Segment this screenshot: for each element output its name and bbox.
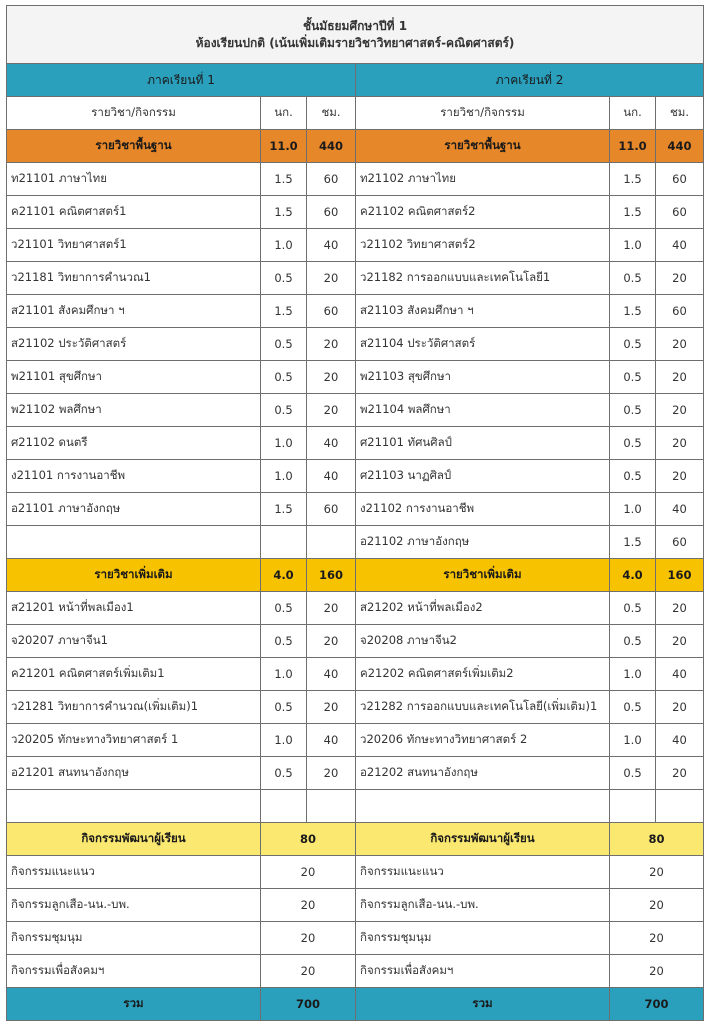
hours-value: 20 [656, 460, 704, 493]
subject-name: อ21101 ภาษาอังกฤษ [7, 493, 261, 526]
credits-value: 0.5 [610, 427, 656, 460]
credits-value: 0.5 [610, 328, 656, 361]
table-row [7, 757, 704, 790]
activity-hours: 20 [261, 856, 356, 889]
subject-name: ศ21101 ทัศนศิลป์ [356, 427, 610, 460]
credits-value: 0.5 [261, 328, 307, 361]
credits-value [610, 790, 656, 823]
credits-value [261, 526, 307, 559]
activity-name: กิจกรรมเพื่อสังคมฯ [7, 955, 261, 988]
subject-name: ค21202 คณิตศาสตร์เพิ่มเติม2 [356, 658, 610, 691]
credits-value: 1.5 [610, 163, 656, 196]
hours-value: 40 [307, 427, 356, 460]
credits-value: 0.5 [261, 691, 307, 724]
additional-hours-2: 160 [656, 559, 704, 592]
credits-value: 1.0 [610, 229, 656, 262]
subject-name: ง21101 การงานอาชีพ [7, 460, 261, 493]
subject-name: ว21182 การออกแบบและเทคโนโลยี1 [356, 262, 610, 295]
hours-value: 60 [656, 295, 704, 328]
core-credits-2: 11.0 [610, 130, 656, 163]
hours-value: 40 [307, 724, 356, 757]
additional-label-2: รายวิชาเพิ่มเติม [356, 559, 610, 592]
table-row [7, 262, 704, 295]
activity-hours: 20 [610, 955, 704, 988]
hours-value: 20 [307, 328, 356, 361]
table-row [7, 295, 704, 328]
hours-value: 40 [656, 493, 704, 526]
credits-value: 1.5 [610, 526, 656, 559]
subject-name: ว21282 การออกแบบและเทคโนโลยี(เพิ่มเติม)1 [356, 691, 610, 724]
total-hours-1: 700 [261, 988, 356, 1021]
credits-value: 0.5 [610, 625, 656, 658]
subject-name: ส21104 ประวัติศาสตร์ [356, 328, 610, 361]
col-credits-1: นก. [261, 97, 307, 130]
credits-value: 1.0 [610, 658, 656, 691]
col-subject-1: รายวิชา/กิจกรรม [7, 97, 261, 130]
credits-value: 0.5 [261, 262, 307, 295]
subject-name: ง21102 การงานอาชีพ [356, 493, 610, 526]
subject-name: ว21181 วิทยาการคำนวณ1 [7, 262, 261, 295]
activities-hours-2: 80 [610, 823, 704, 856]
activity-hours: 20 [261, 922, 356, 955]
hours-value: 20 [307, 592, 356, 625]
subject-name: พ21104 พลศึกษา [356, 394, 610, 427]
table-row [7, 955, 704, 988]
title-line-1: ชั้นมัธยมศึกษาปีที่ 1 [302, 18, 408, 33]
table-row [7, 625, 704, 658]
subject-name: ท21102 ภาษาไทย [356, 163, 610, 196]
hours-value: 20 [307, 625, 356, 658]
hours-value: 20 [307, 262, 356, 295]
table-title [7, 6, 704, 64]
additional-credits-1: 4.0 [261, 559, 307, 592]
subject-name: ส21102 ประวัติศาสตร์ [7, 328, 261, 361]
credits-value: 1.0 [261, 658, 307, 691]
credits-value: 0.5 [261, 625, 307, 658]
credits-value: 1.5 [261, 163, 307, 196]
activity-name: กิจกรรมลูกเสือ-นน.-บพ. [356, 889, 610, 922]
table-row [7, 658, 704, 691]
hours-value: 20 [656, 691, 704, 724]
credits-value: 1.0 [261, 460, 307, 493]
credits-value: 0.5 [610, 757, 656, 790]
credits-value: 0.5 [610, 361, 656, 394]
curriculum-table [6, 5, 704, 1021]
subject-name: ส21103 สังคมศึกษา ฯ [356, 295, 610, 328]
core-label-2: รายวิชาพื้นฐาน [356, 130, 610, 163]
col-hours-2: ชม. [656, 97, 704, 130]
subject-name [356, 790, 610, 823]
table-row [7, 361, 704, 394]
credits-value: 1.0 [610, 493, 656, 526]
core-hours-2: 440 [656, 130, 704, 163]
activity-name: กิจกรรมลูกเสือ-นน.-บพ. [7, 889, 261, 922]
subject-name: ส21202 หน้าที่พลเมือง2 [356, 592, 610, 625]
credits-value: 1.0 [610, 724, 656, 757]
additional-subjects-header [7, 559, 704, 592]
subject-name: พ21101 สุขศึกษา [7, 361, 261, 394]
col-hours-1: ชม. [307, 97, 356, 130]
table-row [7, 922, 704, 955]
core-hours-1: 440 [307, 130, 356, 163]
hours-value: 60 [307, 196, 356, 229]
subject-name [7, 790, 261, 823]
subject-name: ว21281 วิทยาการคำนวณ(เพิ่มเติม)1 [7, 691, 261, 724]
subject-name: จ20208 ภาษาจีน2 [356, 625, 610, 658]
credits-value: 1.0 [261, 229, 307, 262]
hours-value: 60 [307, 163, 356, 196]
hours-value: 20 [656, 625, 704, 658]
table-row [7, 460, 704, 493]
credits-value: 0.5 [261, 757, 307, 790]
table-row [7, 229, 704, 262]
credits-value: 0.5 [610, 592, 656, 625]
subject-name: ส21201 หน้าที่พลเมือง1 [7, 592, 261, 625]
hours-value [307, 790, 356, 823]
credits-value: 0.5 [610, 691, 656, 724]
subject-name: ค21101 คณิตศาสตร์1 [7, 196, 261, 229]
table-row [7, 790, 704, 823]
table-row [7, 691, 704, 724]
credits-value: 0.5 [261, 394, 307, 427]
activities-label-1: กิจกรรมพัฒนาผู้เรียน [7, 823, 261, 856]
hours-value: 20 [656, 328, 704, 361]
table-row [7, 592, 704, 625]
subject-name [7, 526, 261, 559]
hours-value: 20 [307, 394, 356, 427]
activities-label-2: กิจกรรมพัฒนาผู้เรียน [356, 823, 610, 856]
subject-name: ค21102 คณิตศาสตร์2 [356, 196, 610, 229]
credits-value: 1.5 [261, 493, 307, 526]
table-row [7, 493, 704, 526]
hours-value: 40 [307, 658, 356, 691]
table-row [7, 394, 704, 427]
credits-value: 1.0 [261, 724, 307, 757]
hours-value: 20 [307, 691, 356, 724]
subject-name: อ21202 สนทนาอังกฤษ [356, 757, 610, 790]
additional-credits-2: 4.0 [610, 559, 656, 592]
total-row [7, 988, 704, 1021]
title-line-2: ห้องเรียนปกติ (เน้นเพิ่มเติมรายวิชาวิทยาศาสตร์-คณิตศาสตร์) [195, 35, 515, 50]
subject-name: ว20205 ทักษะทางวิทยาศาสตร์ 1 [7, 724, 261, 757]
activities-hours-1: 80 [261, 823, 356, 856]
hours-value: 20 [656, 592, 704, 625]
hours-value [656, 790, 704, 823]
hours-value: 20 [656, 757, 704, 790]
core-subjects-header [7, 130, 704, 163]
activity-hours: 20 [610, 889, 704, 922]
hours-value: 60 [656, 163, 704, 196]
credits-value: 0.5 [610, 262, 656, 295]
hours-value: 20 [656, 394, 704, 427]
activities-header [7, 823, 704, 856]
hours-value: 60 [307, 295, 356, 328]
subject-name: ค21201 คณิตศาสตร์เพิ่มเติม1 [7, 658, 261, 691]
activity-hours: 20 [261, 889, 356, 922]
table-row [7, 196, 704, 229]
subject-name: พ21102 พลศึกษา [7, 394, 261, 427]
hours-value: 20 [307, 757, 356, 790]
hours-value: 40 [656, 658, 704, 691]
hours-value: 20 [656, 361, 704, 394]
activity-hours: 20 [261, 955, 356, 988]
activity-hours: 20 [610, 856, 704, 889]
activity-name: กิจกรรมชุมนุม [7, 922, 261, 955]
table-row [7, 889, 704, 922]
credits-value: 0.5 [610, 394, 656, 427]
total-hours-2: 700 [610, 988, 704, 1021]
credits-value: 1.0 [261, 427, 307, 460]
subject-name: จ20207 ภาษาจีน1 [7, 625, 261, 658]
core-credits-1: 11.0 [261, 130, 307, 163]
credits-value: 0.5 [261, 592, 307, 625]
subject-name: ว21101 วิทยาศาสตร์1 [7, 229, 261, 262]
subject-name: ศ21102 ดนตรี [7, 427, 261, 460]
subject-name: ศ21103 นาฏศิลป์ [356, 460, 610, 493]
activity-name: กิจกรรมแนะแนว [7, 856, 261, 889]
hours-value [307, 526, 356, 559]
col-subject-2: รายวิชา/กิจกรรม [356, 97, 610, 130]
subject-name: พ21103 สุขศึกษา [356, 361, 610, 394]
credits-value: 1.5 [261, 196, 307, 229]
hours-value: 20 [656, 262, 704, 295]
subject-name: อ21102 ภาษาอังกฤษ [356, 526, 610, 559]
hours-value: 40 [656, 229, 704, 262]
table-row [7, 328, 704, 361]
activity-name: กิจกรรมเพื่อสังคมฯ [356, 955, 610, 988]
table-row [7, 163, 704, 196]
core-label-1: รายวิชาพื้นฐาน [7, 130, 261, 163]
table-row [7, 526, 704, 559]
table-row [7, 724, 704, 757]
activity-name: กิจกรรมแนะแนว [356, 856, 610, 889]
additional-label-1: รายวิชาเพิ่มเติม [7, 559, 261, 592]
total-label-1: รวม [7, 988, 261, 1021]
subject-name: ว21102 วิทยาศาสตร์2 [356, 229, 610, 262]
hours-value: 40 [307, 229, 356, 262]
subject-name: ส21101 สังคมศึกษา ฯ [7, 295, 261, 328]
semester-1-header: ภาคเรียนที่ 1 [7, 64, 356, 97]
hours-value: 60 [307, 493, 356, 526]
credits-value [261, 790, 307, 823]
table-row [7, 427, 704, 460]
subject-name: ท21101 ภาษาไทย [7, 163, 261, 196]
hours-value: 60 [656, 196, 704, 229]
hours-value: 60 [656, 526, 704, 559]
subject-name: ว20206 ทักษะทางวิทยาศาสตร์ 2 [356, 724, 610, 757]
subject-name: อ21201 สนทนาอังกฤษ [7, 757, 261, 790]
hours-value: 40 [307, 460, 356, 493]
hours-value: 40 [656, 724, 704, 757]
credits-value: 0.5 [261, 361, 307, 394]
column-header-row [7, 97, 704, 130]
semester-2-header: ภาคเรียนที่ 2 [356, 64, 704, 97]
table-row [7, 856, 704, 889]
credits-value: 1.5 [261, 295, 307, 328]
hours-value: 20 [656, 427, 704, 460]
total-label-2: รวม [356, 988, 610, 1021]
credits-value: 1.5 [610, 196, 656, 229]
col-credits-2: นก. [610, 97, 656, 130]
credits-value: 1.5 [610, 295, 656, 328]
hours-value: 20 [307, 361, 356, 394]
activity-hours: 20 [610, 922, 704, 955]
semester-row [7, 64, 704, 97]
credits-value: 0.5 [610, 460, 656, 493]
title-row [7, 6, 704, 64]
activity-name: กิจกรรมชุมนุม [356, 922, 610, 955]
additional-hours-1: 160 [307, 559, 356, 592]
